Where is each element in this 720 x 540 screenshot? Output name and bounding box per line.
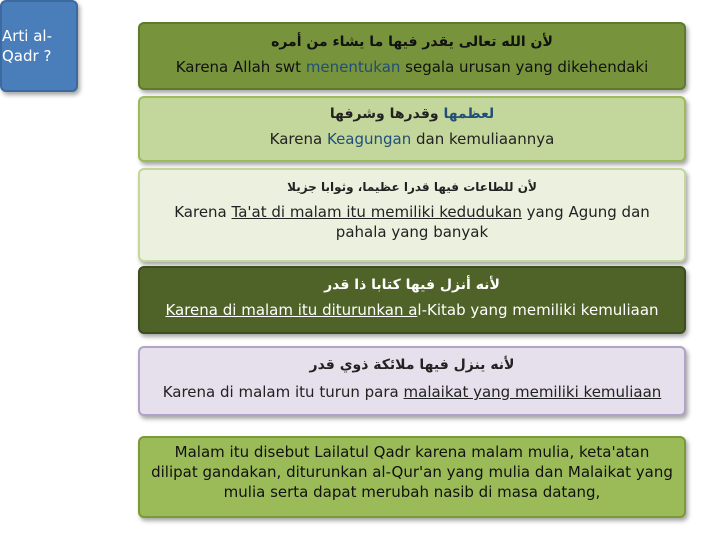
latin-text-3-post: yang Agung dan pahala yang banyak <box>335 203 650 241</box>
arabic-text-2-accent: لعظمها <box>443 106 495 122</box>
latin-text-3 <box>140 202 684 242</box>
arabic-text-3: لأن للطاعات فيها قدرا عظيما، وثوابا جزيلا <box>287 180 537 194</box>
latin-text-2-highlight: Keagungan <box>326 130 412 148</box>
arabic-text-2 <box>140 106 684 122</box>
arabic-text-5: لأنه ينزل فيها ملائكة ذوي قدر <box>309 357 515 373</box>
latin-text-2-post: dan kemuliaannya <box>411 130 555 148</box>
latin-text-5 <box>140 383 684 401</box>
arabic-text-4: لأنه أنزل فيها كتابا ذا قدر <box>324 277 500 293</box>
latin-text-1-post: segala urusan yang dikehendaki <box>400 58 649 76</box>
side-label-text: Arti al-Qadr ? <box>2 27 53 65</box>
latin-text-4-post: l-Kitab yang memiliki kemuliaan <box>417 301 659 319</box>
latin-text-4 <box>140 301 684 319</box>
summary-text: Malam itu disebut Lailatul Qadr karena malam mulia, keta'atan dilipat gandakan, diturunkan al-Qur'an yang mulia dan Malaikat yang mulia serta dapat merubah nasib di masa datang, <box>151 443 673 501</box>
summary-box <box>138 436 686 518</box>
arabic-text-2-rest: وقدرها وشرفها <box>329 106 444 122</box>
side-label-box <box>0 0 78 92</box>
latin-text-3-underlined: Ta'at di malam itu memiliki kedudukan <box>231 203 522 221</box>
latin-text-5-pre: Karena di malam itu turun para <box>162 383 404 401</box>
latin-text-5-underlined: malaikat yang memiliki kemuliaan <box>403 383 662 401</box>
latin-text-1-pre: Karena Allah swt <box>175 58 306 76</box>
meaning-box-5 <box>138 346 686 416</box>
arabic-text-1: لأن الله تعالى يقدر فيها ما يشاء من أمره <box>271 34 553 50</box>
meaning-box-4 <box>138 266 686 334</box>
latin-text-4-underlined: Karena di malam itu diturunkan a <box>165 301 418 319</box>
latin-text-1-highlight: menentukan <box>305 58 401 76</box>
latin-text-2-pre: Karena <box>269 130 327 148</box>
latin-text-1 <box>140 58 684 76</box>
meaning-box-1 <box>138 22 686 90</box>
meaning-box-2 <box>138 96 686 162</box>
latin-text-3-pre: Karena <box>174 203 232 221</box>
latin-text-2 <box>140 130 684 148</box>
meaning-box-3 <box>138 168 686 262</box>
